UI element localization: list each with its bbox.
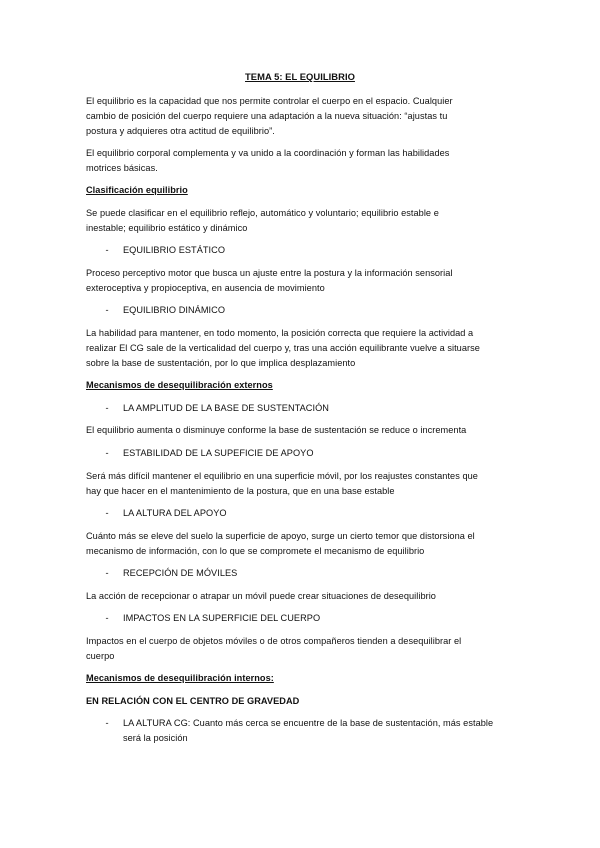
bullet-dash: - [105, 508, 109, 518]
intro2-line-2: motrices básicas. [86, 163, 158, 173]
intro-line-2: cambio de posición del cuerpo requiere una adaptación a la nueva situación: “ajustas tu [86, 111, 448, 121]
subheading-centro-gravedad: EN RELACIÓN CON EL CENTRO DE GRAVEDAD [86, 696, 300, 706]
bullet-dash: - [105, 718, 109, 728]
bullet-dash: - [105, 245, 109, 255]
altura-apoyo-line-2: mecanismo de información, con lo que se compromete el mecanismo de equilibrio [86, 546, 425, 556]
bullet-dash: - [105, 613, 109, 623]
estatico-line-2: exteroceptiva y propioceptiva, en ausencia de movimiento [86, 283, 325, 293]
bullet-impactos: IMPACTOS EN LA SUPERFICIE DEL CUERPO [123, 613, 321, 623]
impactos-line-2: cuerpo [86, 651, 115, 661]
section-heading-internos: Mecanismos de desequilibración internos: [86, 673, 274, 683]
impactos-line-1: Impactos en el cuerpo de objetos móviles o de otros compañeros tienden a desequilibrar el [86, 636, 462, 646]
intro-line-3: postura y adquieres otra actitud de equilibrio”. [86, 126, 275, 136]
bullet-altura-apoyo: LA ALTURA DEL APOYO [123, 508, 227, 518]
recepcion-line-1: La acción de recepcionar o atrapar un móvil puede crear situaciones de desequilibrio [86, 591, 436, 601]
clasificacion-line-1: Se puede clasificar en el equilibrio reflejo, automático y voluntario; equilibrio estable e [86, 208, 439, 218]
estatico-line-1: Proceso perceptivo motor que busca un ajuste entre la postura y la información sensorial [86, 268, 453, 278]
page-title: TEMA 5: EL EQUILIBRIO [245, 71, 355, 82]
bullet-dash: - [105, 305, 109, 315]
bullet-estabilidad: ESTABILIDAD DE LA SUPEFICIE DE APOYO [123, 448, 314, 458]
dinamico-line-3: sobre la base de sustentación, por lo que implica desplazamiento [86, 358, 356, 368]
dinamico-line-2: realizar El CG sale de la verticalidad del cuerpo y, tras una acción equilibrante vuelve a situarse [86, 343, 480, 353]
estabilidad-line-1: Será más difícil mantener el equilibrio en una superficie móvil, por los reajustes constantes que [86, 471, 478, 481]
bullet-dash: - [105, 448, 109, 458]
bullet-dinamico: EQUILIBRIO DINÁMICO [123, 305, 226, 315]
section-heading-clasificacion: Clasificación equilibrio [86, 185, 188, 195]
intro2-line-1: El equilibrio corporal complementa y va unido a la coordinación y forman las habilidades [86, 148, 450, 158]
altura-apoyo-line-1: Cuánto más se eleve del suelo la superficie de apoyo, surge un cierto temor que distorsiona el [86, 531, 475, 541]
bullet-altura-cg: LA ALTURA CG: Cuanto más cerca se encuentre de la base de sustentación, más estable [123, 718, 494, 728]
bullet-dash: - [105, 403, 109, 413]
bullet-estatico: EQUILIBRIO ESTÁTICO [123, 245, 226, 255]
bullet-recepcion: RECEPCIÓN DE MÓVILES [123, 568, 238, 578]
altura-cg-line-2: será la posición [123, 733, 188, 743]
intro-line-1: El equilibrio es la capacidad que nos permite controlar el cuerpo en el espacio. Cualquier [86, 96, 453, 106]
amplitud-line-1: El equilibrio aumenta o disminuye conforme la base de sustentación se reduce o incrementa [86, 425, 467, 435]
bullet-amplitud: LA AMPLITUD DE LA BASE DE SUSTENTACIÓN [123, 403, 329, 413]
clasificacion-line-2: inestable; equilibrio estático y dinámico [86, 223, 248, 233]
dinamico-line-1: La habilidad para mantener, en todo momento, la posición correcta que requiere la actividad a [86, 328, 474, 338]
bullet-dash: - [105, 568, 109, 578]
estabilidad-line-2: hay que hacer en el mantenimiento de la postura, que en una base estable [86, 486, 395, 496]
section-heading-externos: Mecanismos de desequilibración externos [86, 380, 273, 390]
